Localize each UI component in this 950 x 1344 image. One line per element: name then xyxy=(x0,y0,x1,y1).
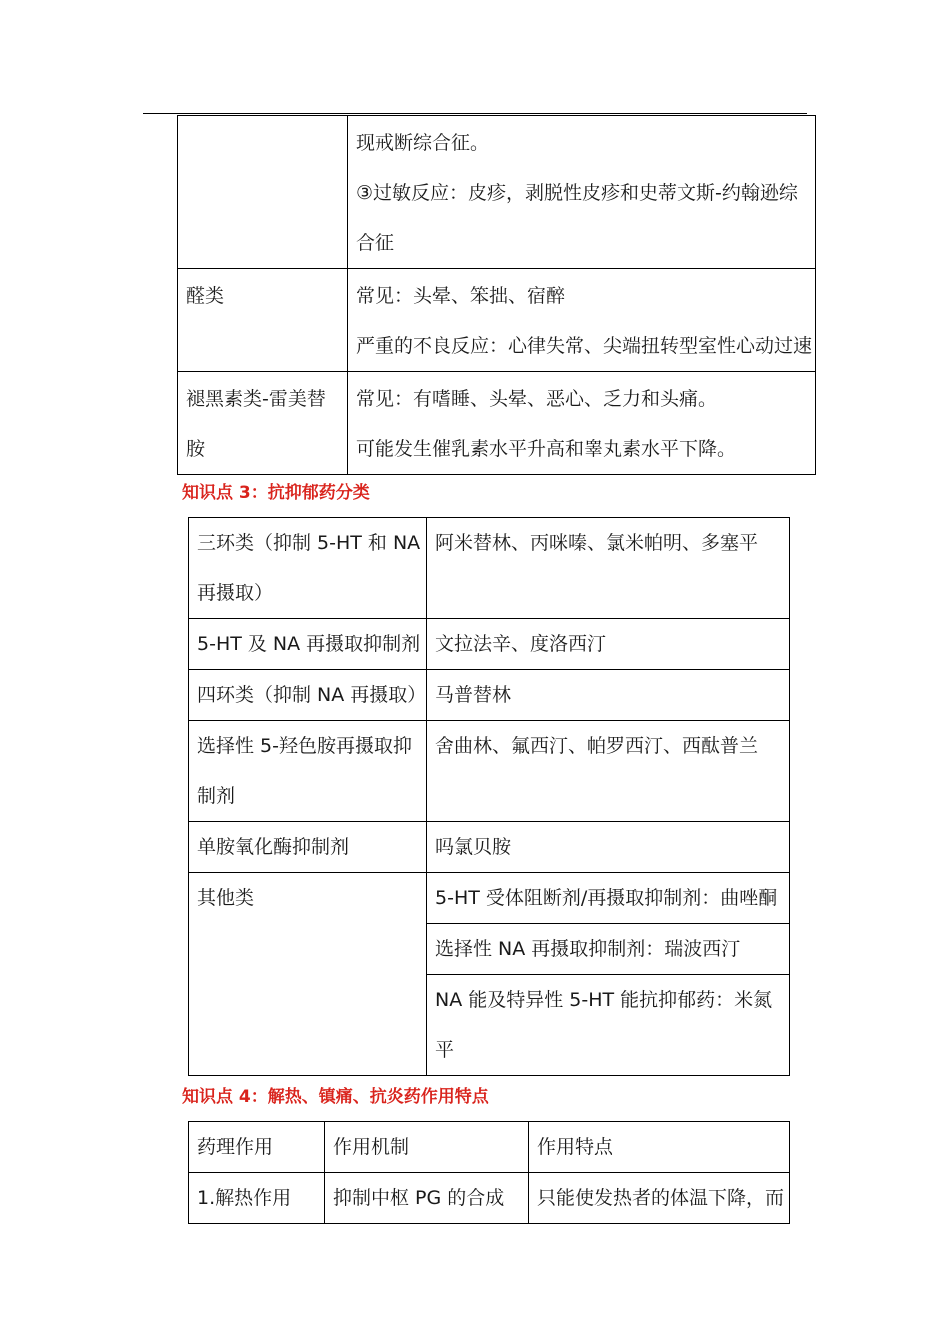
cell-line: 现戒断综合征。 xyxy=(356,132,490,154)
table-row xyxy=(189,721,790,822)
table-cell: 马普替林 xyxy=(427,670,790,721)
cell-line: 常见：头晕、笨拙、宿醉 xyxy=(356,285,566,307)
table-row xyxy=(178,372,816,475)
cell-line: ③过敏反应：皮疹，剥脱性皮疹和史蒂文斯-约翰逊综 xyxy=(356,182,798,204)
table-cell: 5-HT 受体阻断剂/再摄取抑制剂：曲唑酮 xyxy=(427,873,790,924)
table-cell xyxy=(178,372,348,475)
table-row xyxy=(178,269,816,372)
cell-line: 制剂 xyxy=(197,785,236,807)
table-cell: 吗氯贝胺 xyxy=(427,822,790,873)
table-cell: 选择性 NA 再摄取抑制剂：瑞波西汀 xyxy=(427,924,790,975)
table-row xyxy=(178,116,816,269)
cell-line: 选择性 5-羟色胺再摄取抑 xyxy=(197,735,412,757)
antipyretic-table xyxy=(188,1121,790,1224)
table-row xyxy=(189,518,790,619)
table-row xyxy=(189,1173,790,1224)
adverse-reaction-table xyxy=(177,115,816,475)
table-cell: 文拉法辛、度洛西汀 xyxy=(427,619,790,670)
table-cell: 1.解热作用 xyxy=(189,1173,325,1224)
cell-line: 平 xyxy=(435,1039,455,1061)
cell-line: 合征 xyxy=(356,232,395,254)
cell-line: 胺 xyxy=(186,438,206,460)
antidepressant-table xyxy=(188,517,790,1076)
cell-line: 常见：有嗜睡、头晕、恶心、乏力和头痛。 xyxy=(356,388,718,410)
section-heading-4: 知识点 4：解热、镇痛、抗炎药作用特点 xyxy=(182,1087,489,1107)
table-cell xyxy=(348,372,816,475)
header-rule xyxy=(143,113,807,114)
table-cell xyxy=(189,518,427,619)
table-cell: 抑制中枢 PG 的合成 xyxy=(325,1173,529,1224)
table-row xyxy=(189,822,790,873)
column-header: 药理作用 xyxy=(189,1122,325,1173)
table-cell: 舍曲林、氟西汀、帕罗西汀、西酞普兰 xyxy=(427,721,790,822)
cell-line: 再摄取） xyxy=(197,582,274,604)
column-header: 作用机制 xyxy=(325,1122,529,1173)
table-row xyxy=(189,619,790,670)
table-cell xyxy=(427,975,790,1076)
cell-line: 严重的不良反应：心律失常、尖端扭转型室性心动过速 xyxy=(356,335,813,357)
column-header: 作用特点 xyxy=(529,1122,790,1173)
cell-line: NA 能及特异性 5-HT 能抗抑郁药：米氮 xyxy=(435,989,773,1011)
cell-line: 褪黑素类-雷美替 xyxy=(186,388,326,410)
table-cell: 阿米替林、丙咪嗪、氯米帕明、多塞平 xyxy=(427,518,790,619)
table-row xyxy=(189,873,790,924)
table-cell: 其他类 xyxy=(189,873,427,1076)
table-header-row xyxy=(189,1122,790,1173)
cell-line: 三环类（抑制 5-HT 和 NA xyxy=(197,532,421,554)
table-cell xyxy=(348,269,816,372)
table-cell xyxy=(189,721,427,822)
table-cell: 四环类（抑制 NA 再摄取） xyxy=(189,670,427,721)
table-cell xyxy=(178,116,348,269)
section-heading-3: 知识点 3：抗抑郁药分类 xyxy=(182,483,370,503)
table-cell: 醛类 xyxy=(178,269,348,372)
table-cell: 只能使发热者的体温下降，而 xyxy=(529,1173,790,1224)
table-cell: 5-HT 及 NA 再摄取抑制剂 xyxy=(189,619,427,670)
table-row xyxy=(189,670,790,721)
table-cell: 单胺氧化酶抑制剂 xyxy=(189,822,427,873)
cell-line: 可能发生催乳素水平升高和睾丸素水平下降。 xyxy=(356,438,737,460)
table-cell xyxy=(348,116,816,269)
